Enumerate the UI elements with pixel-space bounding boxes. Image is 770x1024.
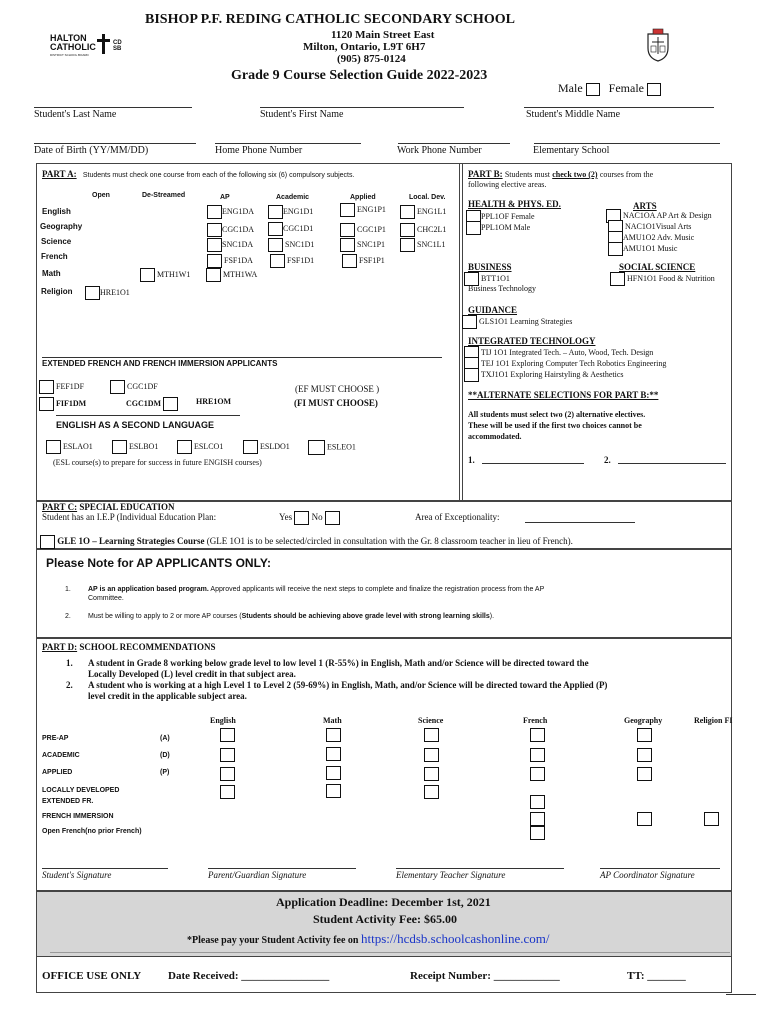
parent-signature-field[interactable] [208,868,356,869]
guide-title: Grade 9 Course Selection Guide 2022-2023 [231,68,488,83]
rec-academic-science-checkbox[interactable] [424,748,439,762]
iep-yes-checkbox[interactable] [294,511,309,525]
female-label: Female [608,81,644,95]
part-a-header [42,169,354,179]
rec-code-p: (P) [160,769,170,776]
course-snc1l1[interactable]: SNC1L1 [400,238,445,252]
business-title: BUSINESS [468,262,512,272]
part-d-header: PART D: SCHOOL RECOMMENDATIONS [42,642,216,652]
rec-code-d: (D) [160,752,170,759]
elective-gls1o1[interactable]: GLS1O1 Learning Strategies [462,315,572,329]
school-name: BISHOP P.F. REDING CATHOLIC SECONDARY SCHOOL [145,12,515,27]
logo-cross-icon [102,34,105,54]
tech-title: INTEGRATED TECHNOLOGY [468,336,596,346]
gle-checkbox[interactable] [40,535,55,549]
rec-fi-geography-checkbox[interactable] [637,812,652,826]
alt-text-3: accommodated. [468,432,522,441]
rec-applied-science-checkbox[interactable] [424,767,439,781]
alt-1-label: 1. [468,455,475,465]
rec-row-fi: FRENCH IMMERSION [42,813,114,820]
part-c-header: PART C: SPECIAL EDUCATION [42,502,175,512]
esl-note: (ESL course(s) to prepare for success in future ENGISH courses) [53,458,262,467]
office-use-label: OFFICE USE ONLY [42,970,142,982]
rec-row-local: LOCALLY DEVELOPED [42,787,120,794]
rec-preap-english-checkbox[interactable] [220,728,235,742]
elective-btt1o1[interactable]: BTT1O1 [464,272,510,286]
fee-text: Student Activity Fee: $65.00 [313,912,457,926]
logo-sub: DISTRICT SCHOOL BOARD [50,53,89,57]
address-line2: Milton, Ontario, L9T 6H7 [303,41,426,53]
rec-row-academic: ACADEMIC [42,752,80,759]
course-cgc1d1[interactable]: CGC1D1 [268,222,313,236]
col-applied: Applied [350,194,376,201]
ext-french-title: EXTENDED FRENCH AND FRENCH IMMERSION APPLICANTS [42,359,278,368]
ap-note-1-num: 1. [65,586,71,593]
ef-note: (EF MUST CHOOSE ) [295,384,380,394]
rec-col-english: English [210,716,236,725]
board-logo [50,34,135,58]
course-eng1p1[interactable]: ENG1P1 [340,203,386,217]
ap-coordinator-signature-label: AP Coordinator Signature [600,870,695,880]
rec-local-math-checkbox[interactable] [326,784,341,798]
course-hre1om[interactable]: HRE1OM [196,397,232,406]
first-name-label: Student's First Name [260,109,344,120]
rec-applied-english-checkbox[interactable] [220,767,235,781]
elective-ppl1of[interactable]: PPL1OF Female [466,210,535,224]
ap-note-title: Please Note for AP APPLICANTS ONLY: [46,556,271,570]
alt-text-1: All students must select two (2) alternative electives. [468,410,646,419]
alt-1-field[interactable] [482,463,584,464]
course-cgc1da[interactable]: CGC1DA [207,223,254,237]
col-academic: Academic [276,194,310,201]
subject-french: French [41,252,68,261]
rec-applied-geography-checkbox[interactable] [637,767,652,781]
rec-row-preap: PRE-AP [42,735,69,742]
elective-amu1o1[interactable]: AMU1O1 Music [608,242,677,256]
part-c-title: PART C: [42,502,78,512]
part-b-header: PART B: Students must check two (2) courses from the [468,169,654,179]
course-fsf1da[interactable]: FSF1DA [207,254,253,268]
elective-tij1o1[interactable]: TIJ 1O1 Integrated Tech. – Auto, Wood, Tech. Design [464,346,653,360]
course-cgc1df[interactable]: CGC1DF [110,380,158,394]
pay-row [187,931,549,947]
course-snc1p1[interactable]: SNC1P1 [340,238,385,252]
elective-ppl1om[interactable]: PPL1OM Male [466,221,530,235]
rec-fi-french-checkbox[interactable] [530,812,545,826]
part-a-instructions: Students must check one course from each of the following six (6) compulsory subjects. [82,172,355,179]
middle-name-field[interactable] [524,107,714,108]
gle-row: GLE 1O – Learning Strategies Course (GLE 1O1 is to be selected/circled in consultation with the Gr. 8 classroom teacher in lieu of French). [40,535,573,549]
school-phone: (905) 875-0124 [337,53,406,65]
exceptionality-field[interactable] [525,522,635,523]
rec-code-a: (A) [160,735,170,742]
rec-preap-geography-checkbox[interactable] [637,728,652,742]
rec-academic-geography-checkbox[interactable] [637,748,652,762]
iep-options: Yes No [279,511,340,525]
last-name-field[interactable] [34,107,192,108]
fi-note: (FI MUST CHOOSE) [294,398,378,408]
teacher-signature-field[interactable] [396,868,564,869]
work-phone-field[interactable] [398,143,510,144]
part-d-title: PART D: [42,642,78,652]
course-fif1dm[interactable]: FIF1DM [39,397,86,411]
course-chc2l1[interactable]: CHC2L1 [400,223,446,237]
course-fef1df[interactable]: FEF1DF [39,380,84,394]
exceptionality-label: Area of Exceptionality: [415,512,500,522]
rec-fi-religion-checkbox[interactable] [704,812,719,826]
male-label: Male [558,81,583,95]
parent-signature-label: Parent/Guardian Signature [208,870,307,880]
pay-link[interactable]: https://hcdsb.schoolcashonline.com/ [360,931,550,946]
rec-applied-french-checkbox[interactable] [530,767,545,781]
ap-note-2-num: 2. [65,613,71,620]
course-esldo1[interactable]: ESLDO1 [243,440,290,454]
deadline-text: Application Deadline: December 1st, 2021 [276,895,491,909]
rec-openfr-french-checkbox[interactable] [530,826,545,840]
elective-txj1o1[interactable]: TXJ1O1 Exploring Hairstyling & Aesthetics [464,368,624,382]
male-checkbox[interactable] [586,83,600,96]
rec-col-math: Math [323,716,342,725]
elective-hfn1o1[interactable]: HFN1O1 Food & Nutrition [610,272,715,286]
rec-col-science: Science [418,716,444,725]
subject-religion: Religion [41,287,73,296]
course-esleo1[interactable]: ESLEO1 [308,440,356,455]
rec-academic-english-checkbox[interactable] [220,748,235,762]
course-mth1w1[interactable]: MTH1W1 [140,268,190,282]
elementary-field[interactable] [534,143,720,144]
dob-label: Date of Birth (YY/MM/DD) [34,145,149,156]
course-eng1l1[interactable]: ENG1L1 [400,205,446,219]
part-a-title: PART A: [42,169,77,179]
female-checkbox[interactable] [647,83,661,96]
rec-preap-french-checkbox[interactable] [530,728,545,742]
part-d-1-l2: Locally Developed (L) level credit in that subject area. [88,669,296,679]
school-crest-icon [644,28,672,62]
alt-title: **ALTERNATE SELECTIONS FOR PART B:** [468,390,659,400]
part-d-2-l2: level credit in the applicable subject area. [88,691,247,701]
col-open: Open [92,192,110,199]
middle-name-label: Student's Middle Name [526,109,621,120]
ap-coordinator-signature-field[interactable] [600,868,720,869]
home-phone-field[interactable] [215,143,361,144]
col-local: Local. Dev. [409,194,446,201]
iep-label: Student has an I.E.P (Individual Education Plan: [42,512,217,522]
tt-field[interactable]: TT: _______ [627,970,686,982]
work-phone-label: Work Phone Number [397,145,482,156]
elective-amu1o2[interactable]: AMU1O2 Adv. Music [608,231,694,245]
rec-col-french: French [523,716,548,725]
guidance-title: GUIDANCE [468,305,518,315]
arts-title: ARTS [633,201,657,211]
subject-english: English [42,207,71,216]
logo-line2: CATHOLIC [50,42,96,52]
logo-line1: HALTON [50,33,87,43]
course-mth1wa[interactable]: MTH1WA [206,268,257,282]
ap-note-2: Must be willing to apply to 2 or more AP courses (Students should be achieving above grade level with strong learning skills). [88,613,495,620]
rec-local-english-checkbox[interactable] [220,785,235,799]
subject-math: Math [42,269,61,278]
course-cgc1dm[interactable]: CGC1DM [126,397,178,411]
student-signature-label: Student's Signature [42,870,112,880]
gender-group [558,81,661,96]
rec-local-science-checkbox[interactable] [424,785,439,799]
alt-2-label: 2. [604,455,611,465]
receipt-number-field[interactable]: Receipt Number: ____________ [410,970,560,982]
home-phone-label: Home Phone Number [215,145,303,156]
part-b-instructions-2: following elective areas. [468,180,547,189]
rec-applied-math-checkbox[interactable] [326,766,341,780]
rec-row-applied: APPLIED [42,769,73,776]
rec-preap-math-checkbox[interactable] [326,728,341,742]
subject-geography: Geography [40,222,83,231]
course-cgc1p1[interactable]: CGC1P1 [340,223,386,237]
esl-title: ENGLISH AS A SECOND LANGUAGE [56,420,215,430]
rec-row-ext-fr: EXTENDED FR. [42,798,94,805]
part-d-1-num: 1. [66,658,73,668]
teacher-signature-label: Elementary Teacher Signature [396,870,506,880]
part-d-2-num: 2. [66,680,73,690]
last-name-label: Student's Last Name [34,109,117,120]
rec-row-open-french: Open French(no prior French) [42,828,142,835]
rec-academic-math-checkbox[interactable] [326,747,341,761]
part-d-1-l1: A student in Grade 8 working below grade level to low level 1 (R-55%) in English, Math and/or Science will be directed toward the [88,658,589,668]
elective-nac1oa[interactable]: NAC1OA AP Art & Design [606,209,712,223]
elective-nac1o1[interactable]: NAC1O1Visual Arts [608,220,691,234]
ap-note-1: AP is an application based program. Approved applicants will receive the next steps to complete and finalize the registration process from the AP [88,586,545,593]
course-snc1da[interactable]: SNC1DA [207,238,253,252]
health-title: HEALTH & PHYS. ED. [468,199,561,209]
rec-extfr-french-checkbox[interactable] [530,795,545,809]
elementary-label: Elementary School [533,145,610,156]
course-eng1da[interactable]: ENG1DA [207,205,254,219]
course-eslao1[interactable]: ESLAO1 [46,440,93,454]
course-hre1o1[interactable]: HRE1O1 [85,286,130,300]
col-ap: AP [220,194,230,201]
rec-col-religion-fi: Religion FI [694,716,733,725]
social-title: SOCIAL SCIENCE [619,262,696,272]
subject-science: Science [41,237,72,246]
part-d-2-l1: A student who is working at a high Level 1 to Level 2 (59-69%) in English, Math, and/or Science will be directed toward the Applied (P) [88,680,608,690]
alt-text-2: These will be used if the first two choices cannot be [468,421,642,430]
course-fsf1d1[interactable]: FSF1D1 [270,254,314,268]
date-received-field[interactable]: Date Received: ________________ [168,970,330,982]
col-destreamed: De-Streamed [142,192,186,199]
part-b-title: PART B: [468,169,503,179]
course-eslco1[interactable]: ESLCO1 [177,440,223,454]
rec-academic-french-checkbox[interactable] [530,748,545,762]
logo-cdsb: CD SB [113,40,122,52]
pay-text: *Please pay your Student Activity fee on [187,935,359,946]
dob-field[interactable] [34,143,196,144]
first-name-field[interactable] [260,107,464,108]
course-fsf1p1[interactable]: FSF1P1 [342,254,385,268]
alt-2-field[interactable] [618,463,726,464]
student-signature-field[interactable] [42,868,168,869]
course-eslbo1[interactable]: ESLBO1 [112,440,158,454]
course-eng1d1[interactable]: ENG1D1 [268,205,313,219]
address-line1: 1120 Main Street East [331,29,435,41]
ap-note-1-line2: Committee. [88,595,124,602]
iep-no-checkbox[interactable] [325,511,340,525]
course-snc1d1[interactable]: SNC1D1 [268,238,314,252]
rec-col-geography: Geography [624,716,663,725]
rec-preap-science-checkbox[interactable] [424,728,439,742]
business-desc: Business Technology [468,284,536,293]
elective-tej1o1[interactable]: TEJ 1O1 Exploring Computer Tech Robotics Engineering [464,357,666,371]
